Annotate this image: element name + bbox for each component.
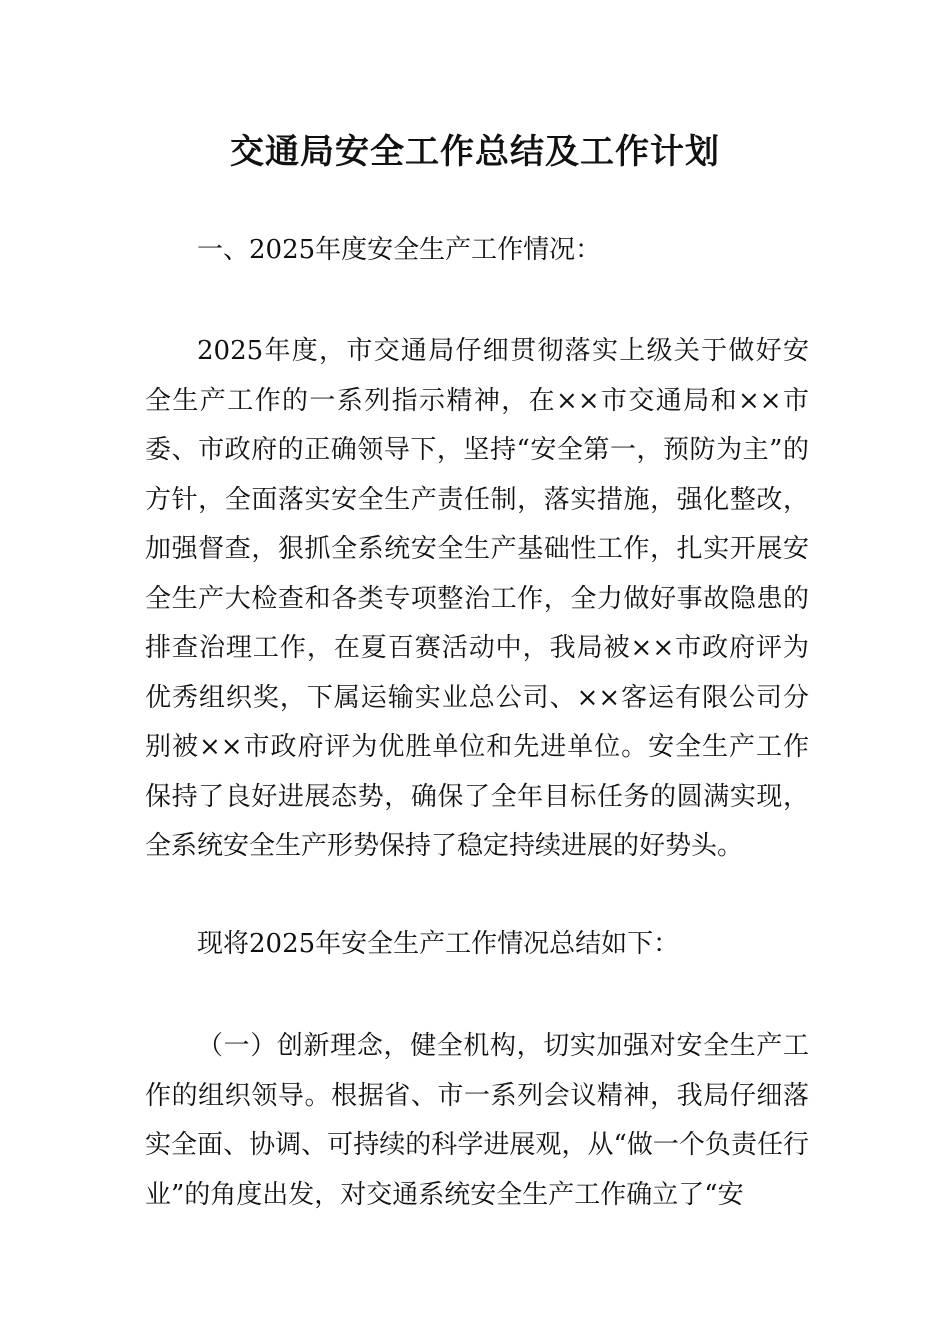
- summary-intro: 现将2025年安全生产工作情况总结如下：: [197, 929, 680, 959]
- body-paragraph: 2025年度，市交通局仔细贯彻落实上级关于做好安全生产工作的一系列指示精神，在××市交通局和××市委、市政府的正确领导下，坚持“安全第一，预防为主”的方针，全面落实安全生产责任制，落实措施，强化整改，加强督查，狠抓全系统安全生产基础性工作，扎实开展安全生产大检查和各类专项整治工作，全力做好事故隐患的排查治理工作，在夏百赛活动中，我局被××市政府评为优秀组织奖，下属运输实业总公司、××客运有限公司分别被××市政府评为优胜单位和先进单位。安全生产工作保持了良好进展态势，确保了全年目标任务的圆满实现，全系统安全生产形势保持了稳定持续进展的好势头。: [145, 336, 809, 861]
- subsection-paragraph: （一）创新理念，健全机构，切实加强对安全生产工作的组织领导。根据省、市一系列会议精神，我局仔细落实全面、协调、可持续的科学进展观，从“做一个负责任行业”的角度出发，对交通系统安全生产工作确立了“安: [145, 1031, 809, 1210]
- section-heading: 一、2025年度安全生产工作情况：: [197, 235, 602, 265]
- document-title: 交通局安全工作总结及工作计划: [230, 132, 720, 172]
